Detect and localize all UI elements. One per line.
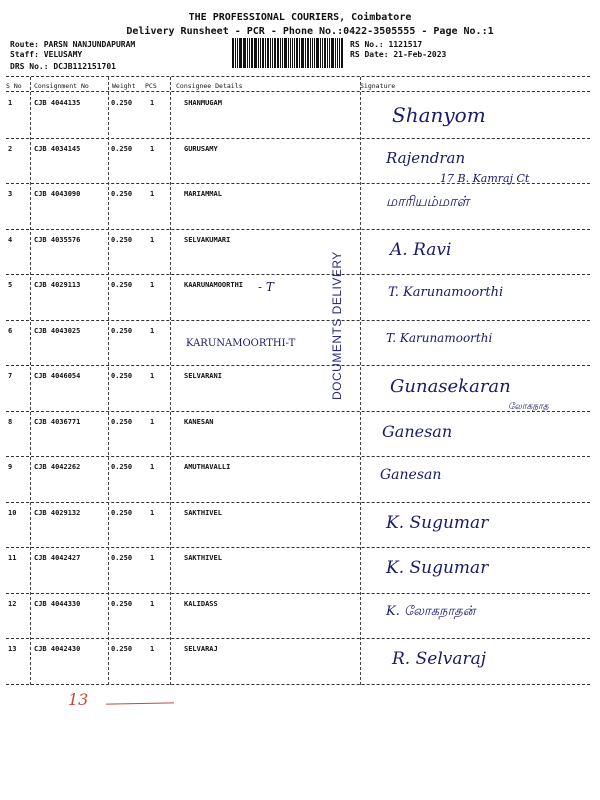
row-pcs: 1	[150, 417, 155, 426]
row-signature: Gunasekaran	[390, 376, 511, 397]
staff-label: Staff: VELUSAMY	[10, 50, 83, 59]
col-header-weight: Weight	[112, 82, 136, 90]
row-divider	[6, 638, 590, 639]
row-signature: Rajendran	[386, 148, 466, 167]
row-weight: 0.250	[111, 417, 133, 426]
row-signature: K. லோகநாதன்	[386, 603, 476, 619]
row-sno: 8	[8, 417, 13, 426]
row-signature: Ganesan	[382, 421, 453, 441]
row-weight: 0.250	[111, 235, 133, 244]
row-weight: 0.250	[111, 463, 133, 471]
row-weight: 0.250	[111, 372, 133, 380]
row-sno: 3	[8, 190, 13, 198]
row-consignee-name: KANESAN	[184, 417, 214, 426]
divider	[6, 91, 590, 92]
row-divider	[6, 456, 590, 457]
row-pcs: 1	[150, 599, 155, 608]
row-consignment-no: CJB 4036771	[34, 417, 81, 426]
column-divider	[360, 77, 361, 685]
handwritten-mark: - T	[258, 280, 274, 294]
row-pcs: 1	[150, 463, 155, 471]
row-pcs: 1	[150, 554, 155, 562]
row-consignee-name: SAKTHIVEL	[184, 554, 222, 562]
handwritten-consignee: KARUNAMOORTHI-T	[186, 338, 296, 349]
row-sno: 2	[8, 144, 13, 153]
row-divider	[6, 138, 590, 139]
row-consignee-name: KALIDASS	[184, 599, 218, 608]
col-header-pcs: PCS	[145, 82, 157, 90]
row-weight: 0.250	[111, 144, 133, 153]
count-underline	[106, 702, 174, 704]
row-divider	[6, 229, 590, 230]
column-divider	[30, 77, 31, 685]
runsheet-subtitle: Delivery Runsheet - PCR - Phone No.:0422-3505555 - Page No.:1	[126, 26, 494, 37]
row-pcs: 1	[150, 508, 155, 517]
row-sno: 12	[8, 599, 17, 608]
row-consignee-name: SAKTHIVEL	[184, 508, 222, 517]
row-weight: 0.250	[111, 599, 133, 608]
row-sno: 11	[8, 554, 17, 562]
row-weight: 0.250	[111, 508, 133, 517]
row-divider	[6, 593, 590, 594]
row-weight: 0.250	[111, 190, 133, 198]
row-pcs: 1	[150, 645, 155, 653]
row-sno: 5	[8, 281, 13, 289]
row-consignee-name: KAARUNAMOORTHI	[184, 281, 244, 289]
row-signature: Ganesan	[380, 467, 442, 483]
row-pcs: 1	[150, 372, 155, 380]
row-divider	[6, 320, 590, 321]
handwritten-note: லோகநாத	[508, 402, 549, 412]
row-sno: 6	[8, 326, 13, 335]
col-header-consignee: Consignee Details	[176, 82, 243, 90]
row-weight: 0.250	[111, 281, 133, 289]
row-consignment-no: CJB 4042262	[34, 463, 81, 471]
row-sno: 9	[8, 463, 13, 471]
row-divider	[6, 411, 590, 412]
row-consignee-name: SELVARAJ	[184, 645, 218, 653]
row-divider	[6, 365, 590, 366]
row-pcs: 1	[150, 281, 155, 289]
row-sno: 1	[8, 99, 13, 107]
row-pcs: 1	[150, 144, 155, 153]
row-signature: K. Sugumar	[386, 512, 489, 533]
row-weight: 0.250	[111, 326, 133, 335]
row-signature: A. Ravi	[390, 239, 452, 260]
row-consignment-no: CJB 4046054	[34, 372, 81, 380]
row-weight: 0.250	[111, 554, 133, 562]
row-signature: K. Sugumar	[386, 558, 489, 578]
handwritten-address: 17 B. Kamraj Ct	[440, 172, 530, 185]
row-sno: 10	[8, 508, 17, 517]
row-consignment-no: CJB 4029132	[34, 508, 81, 517]
col-header-signature: Signature	[360, 82, 396, 90]
row-sno: 7	[8, 372, 13, 380]
row-consignment-no: CJB 4034145	[34, 144, 81, 153]
row-consignee-name: MARIAMMAL	[184, 190, 222, 198]
row-pcs: 1	[150, 99, 155, 107]
drs-number: DRS No.: DCJB112151701	[10, 62, 116, 71]
company-title: THE PROFESSIONAL COURIERS, Coimbatore	[188, 12, 412, 23]
row-consignee-name: GURUSAMY	[184, 144, 218, 153]
row-consignment-no: CJB 4029113	[34, 281, 81, 289]
row-pcs: 1	[150, 326, 155, 335]
row-consignment-no: CJB 4044330	[34, 599, 81, 608]
row-weight: 0.250	[111, 645, 133, 653]
barcode	[232, 38, 344, 68]
col-header-sno: S No	[6, 82, 22, 90]
row-divider	[6, 274, 590, 275]
row-signature: Shanyom	[392, 103, 486, 127]
row-consignee-name: SHANMUGAM	[184, 99, 222, 107]
col-header-consignment: Consignment No	[34, 82, 89, 90]
row-divider	[6, 502, 590, 503]
total-count: 13	[68, 690, 89, 709]
row-consignment-no: CJB 4042430	[34, 645, 81, 653]
rs-number: RS No.: 1121517	[350, 40, 423, 49]
row-signature: T. Karunamoorthi	[386, 330, 493, 345]
documents-delivery-stamp: DOCUMENTS DELIVERY	[330, 251, 344, 400]
row-sno: 4	[8, 235, 13, 244]
row-consignee-name: SELVARANI	[184, 372, 222, 380]
column-divider	[170, 77, 171, 685]
row-consignee-name: AMUTHAVALLI	[184, 463, 231, 471]
row-pcs: 1	[150, 235, 155, 244]
row-consignment-no: CJB 4044135	[34, 99, 81, 107]
row-consignee-name: SELVAKUMARI	[184, 235, 231, 244]
row-consignment-no: CJB 4043090	[34, 190, 81, 198]
row-signature: T. Karunamoorthi	[388, 285, 504, 300]
row-sno: 13	[8, 645, 17, 653]
row-signature: மாரியம்மாள்	[386, 194, 470, 210]
row-signature: R. Selvaraj	[392, 649, 487, 669]
rs-date: RS Date: 21-Feb-2023	[350, 50, 447, 59]
route-label: Route: PARSN NANJUNDAPURAM	[10, 40, 136, 49]
row-consignment-no: CJB 4043025	[34, 326, 81, 335]
row-divider	[6, 684, 590, 685]
column-divider	[108, 77, 109, 685]
row-weight: 0.250	[111, 99, 133, 107]
row-consignment-no: CJB 4042427	[34, 554, 81, 562]
divider	[6, 76, 590, 77]
row-pcs: 1	[150, 190, 155, 198]
row-consignment-no: CJB 4035576	[34, 235, 81, 244]
row-divider	[6, 547, 590, 548]
